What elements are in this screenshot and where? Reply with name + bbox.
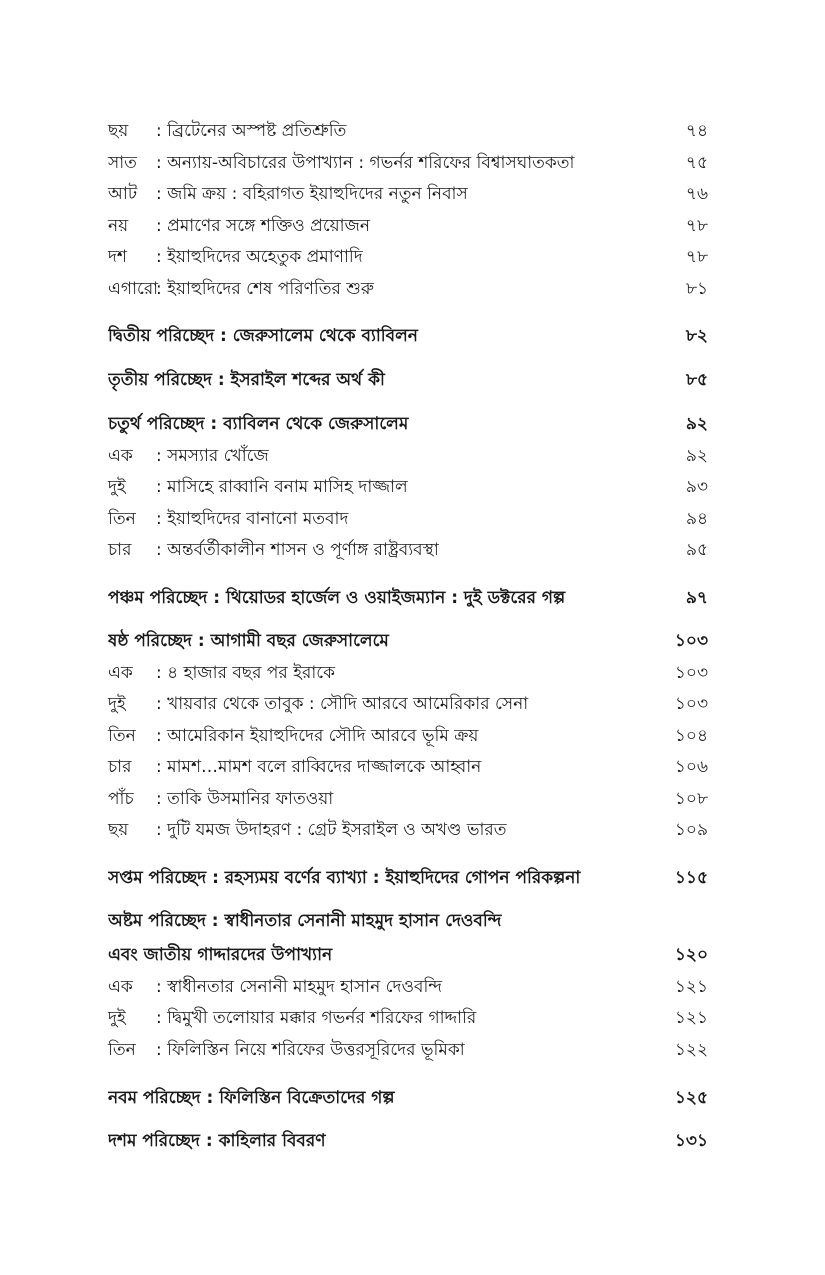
chapter-title: চতুর্থ পরিচ্ছেদ : ব্যাবিলন থেকে জেরুসালেম — [108, 414, 409, 434]
toc-chapter — [108, 1127, 708, 1157]
toc-chapter — [108, 322, 708, 352]
toc-entry — [108, 212, 708, 242]
chapter-page: ১০৩ — [674, 631, 708, 651]
entry-page: ৮১ — [685, 279, 708, 299]
entry-page: ৭৪ — [685, 121, 708, 141]
entry-label: দুই — [108, 694, 126, 714]
entry-label: দুই — [108, 477, 126, 497]
toc-entry — [108, 275, 708, 305]
chapter-title: পঞ্চম পরিচ্ছেদ : থিয়োডর হার্জেল ও ওয়াইজম্যান : দুই ডক্টরের গল্প — [108, 588, 566, 608]
entry-page: ৯৫ — [685, 540, 708, 560]
toc-entry — [108, 117, 708, 147]
entry-page: ১০৪ — [674, 726, 708, 746]
entry-title: : মাসিহে রাব্বানি বনাম মাসিহ দাজ্জাল — [156, 477, 408, 497]
entry-title: : আমেরিকান ইয়াহুদিদের সৌদি আরবে ভূমি ক্রয় — [156, 726, 479, 746]
entry-label: চার — [108, 757, 132, 777]
entry-title: : অন্তর্বর্তীকালীন শাসন ও পূর্ণাঙ্গ রাষ্ট্রব্যবস্থা — [156, 540, 439, 560]
entry-label: ছয় — [108, 820, 129, 840]
entry-label: নয় — [108, 216, 129, 236]
entry-page: ৯৪ — [685, 509, 708, 529]
entry-label: এগারো — [108, 279, 159, 299]
entry-title: : ব্রিটেনের অস্পষ্ট প্রতিশ্রুতি — [156, 121, 347, 141]
entry-page: ১২১ — [674, 1008, 708, 1028]
toc-chapter — [108, 907, 708, 937]
entry-title: : ইয়াহুদিদের শেষ পরিণতির শুরু — [156, 279, 374, 299]
entry-title: : খায়বার থেকে তাবুক : সৌদি আরবে আমেরিকার সেনা — [156, 694, 529, 714]
entry-label: সাত — [108, 153, 137, 173]
chapter-page: ৯২ — [685, 414, 708, 434]
toc-entry — [108, 243, 708, 273]
entry-title: : জমি ক্রয় : বহিরাগত ইয়াহুদিদের নতুন নিবাস — [156, 184, 468, 204]
entry-label: আট — [108, 184, 138, 204]
toc-entry — [108, 816, 708, 846]
entry-title: : দুটি যমজ উদাহরণ : গ্রেট ইসরাইল ও অখণ্ড ভারত — [156, 820, 507, 840]
chapter-page: ১২০ — [674, 945, 708, 965]
toc-entry — [108, 690, 708, 720]
entry-label: এক — [108, 977, 133, 997]
entry-label: পাঁচ — [108, 789, 134, 809]
chapter-page: ১৩১ — [674, 1131, 708, 1151]
entry-title: : ফিলিস্তিন নিয়ে শরিফের উত্তরসূরিদের ভূমিকা — [156, 1040, 465, 1060]
entry-title: : ইয়াহুদিদের অহেতুক প্রমাণাদি — [156, 247, 363, 267]
chapter-page: ১২৫ — [674, 1088, 708, 1108]
toc-chapter — [108, 1084, 708, 1114]
chapter-title: দশম পরিচ্ছেদ : কাহিলার বিবরণ — [108, 1131, 326, 1151]
entry-label: তিন — [108, 726, 136, 746]
chapter-title: নবম পরিচ্ছেদ : ফিলিস্তিন বিক্রেতাদের গল্প — [108, 1088, 395, 1108]
entry-page: ৭৮ — [685, 247, 708, 267]
toc-chapter — [108, 366, 708, 396]
toc-entry — [108, 1036, 708, 1066]
entry-title: : স্বাধীনতার সেনানী মাহমুদ হাসান দেওবন্দি — [156, 977, 442, 997]
toc-entry — [108, 442, 708, 472]
entry-page: ৭৬ — [685, 184, 708, 204]
entry-title: : মামশ…মামশ বলে রাব্বিদের দাজ্জালকে আহ্বান — [156, 757, 482, 777]
chapter-page: ৮২ — [685, 326, 708, 346]
entry-page: ১০৮ — [674, 789, 708, 809]
toc-chapter — [108, 627, 708, 657]
toc-entry — [108, 1004, 708, 1034]
entry-page: ৯২ — [685, 446, 708, 466]
entry-label: এক — [108, 446, 133, 466]
entry-page: ১০৬ — [674, 757, 708, 777]
entry-title: : সমস্যার খোঁজে — [156, 446, 269, 466]
entry-title: : ইয়াহুদিদের বানানো মতবাদ — [156, 509, 349, 529]
entry-title: : দ্বিমুখী তলোয়ার মক্কার গভর্নর শরিফের গাদ্দারি — [156, 1008, 477, 1028]
chapter-title: তৃতীয় পরিচ্ছেদ : ইসরাইল শব্দের অর্থ কী — [108, 370, 385, 390]
entry-label: চার — [108, 540, 132, 560]
entry-title: : তাকি উসমানির ফাতওয়া — [156, 789, 334, 809]
toc-chapter — [108, 864, 708, 894]
chapter-title: এবং জাতীয় গাদ্দারদের উপাখ্যান — [108, 945, 333, 965]
toc-entry — [108, 973, 708, 1003]
toc-entry — [108, 473, 708, 503]
entry-title: : ৪ হাজার বছর পর ইরাকে — [156, 663, 335, 683]
entry-label: তিন — [108, 509, 136, 529]
toc-entry — [108, 180, 708, 210]
chapter-title: অষ্টম পরিচ্ছেদ : স্বাধীনতার সেনানী মাহমুদ হাসান দেওবন্দি — [108, 911, 502, 931]
entry-page: ৭৫ — [685, 153, 708, 173]
chapter-page: ৮৫ — [685, 370, 708, 390]
toc-entry — [108, 753, 708, 783]
toc-chapter-continued — [108, 941, 708, 971]
entry-label: ছয় — [108, 121, 129, 141]
entry-label: দুই — [108, 1008, 126, 1028]
entry-label: তিন — [108, 1040, 136, 1060]
toc-entry — [108, 149, 708, 179]
entry-label: এক — [108, 663, 133, 683]
chapter-title: সপ্তম পরিচ্ছেদ : রহস্যময় বর্ণের ব্যাখ্যা : ইয়াহুদিদের গোপন পরিকল্পনা — [108, 868, 581, 888]
entry-label: দশ — [108, 247, 127, 267]
entry-page: ১২১ — [674, 977, 708, 997]
entry-page: ১০৩ — [674, 694, 708, 714]
chapter-title: ষষ্ঠ পরিচ্ছেদ : আগামী বছর জেরুসালেমে — [108, 631, 389, 651]
entry-page: ১০৯ — [674, 820, 708, 840]
toc-chapter — [108, 584, 708, 614]
entry-page: ৭৮ — [685, 216, 708, 236]
chapter-page: ১১৫ — [674, 868, 708, 888]
chapter-page: ৯৭ — [685, 588, 708, 608]
toc-entry — [108, 722, 708, 752]
chapter-title: দ্বিতীয় পরিচ্ছেদ : জেরুসালেম থেকে ব্যাবিলন — [108, 326, 418, 346]
toc-entry — [108, 536, 708, 566]
entry-page: ৯৩ — [685, 477, 708, 497]
entry-title: : প্রমাণের সঙ্গে শক্তিও প্রয়োজন — [156, 216, 370, 236]
toc-entry — [108, 505, 708, 535]
toc-entry — [108, 659, 708, 689]
toc-entry — [108, 785, 708, 815]
entry-page: ১০৩ — [674, 663, 708, 683]
toc-chapter — [108, 410, 708, 440]
entry-title: : অন্যায়-অবিচারের উপাখ্যান : গভর্নর শরিফের বিশ্বাসঘাতকতা — [156, 153, 575, 173]
entry-page: ১২২ — [674, 1040, 708, 1060]
